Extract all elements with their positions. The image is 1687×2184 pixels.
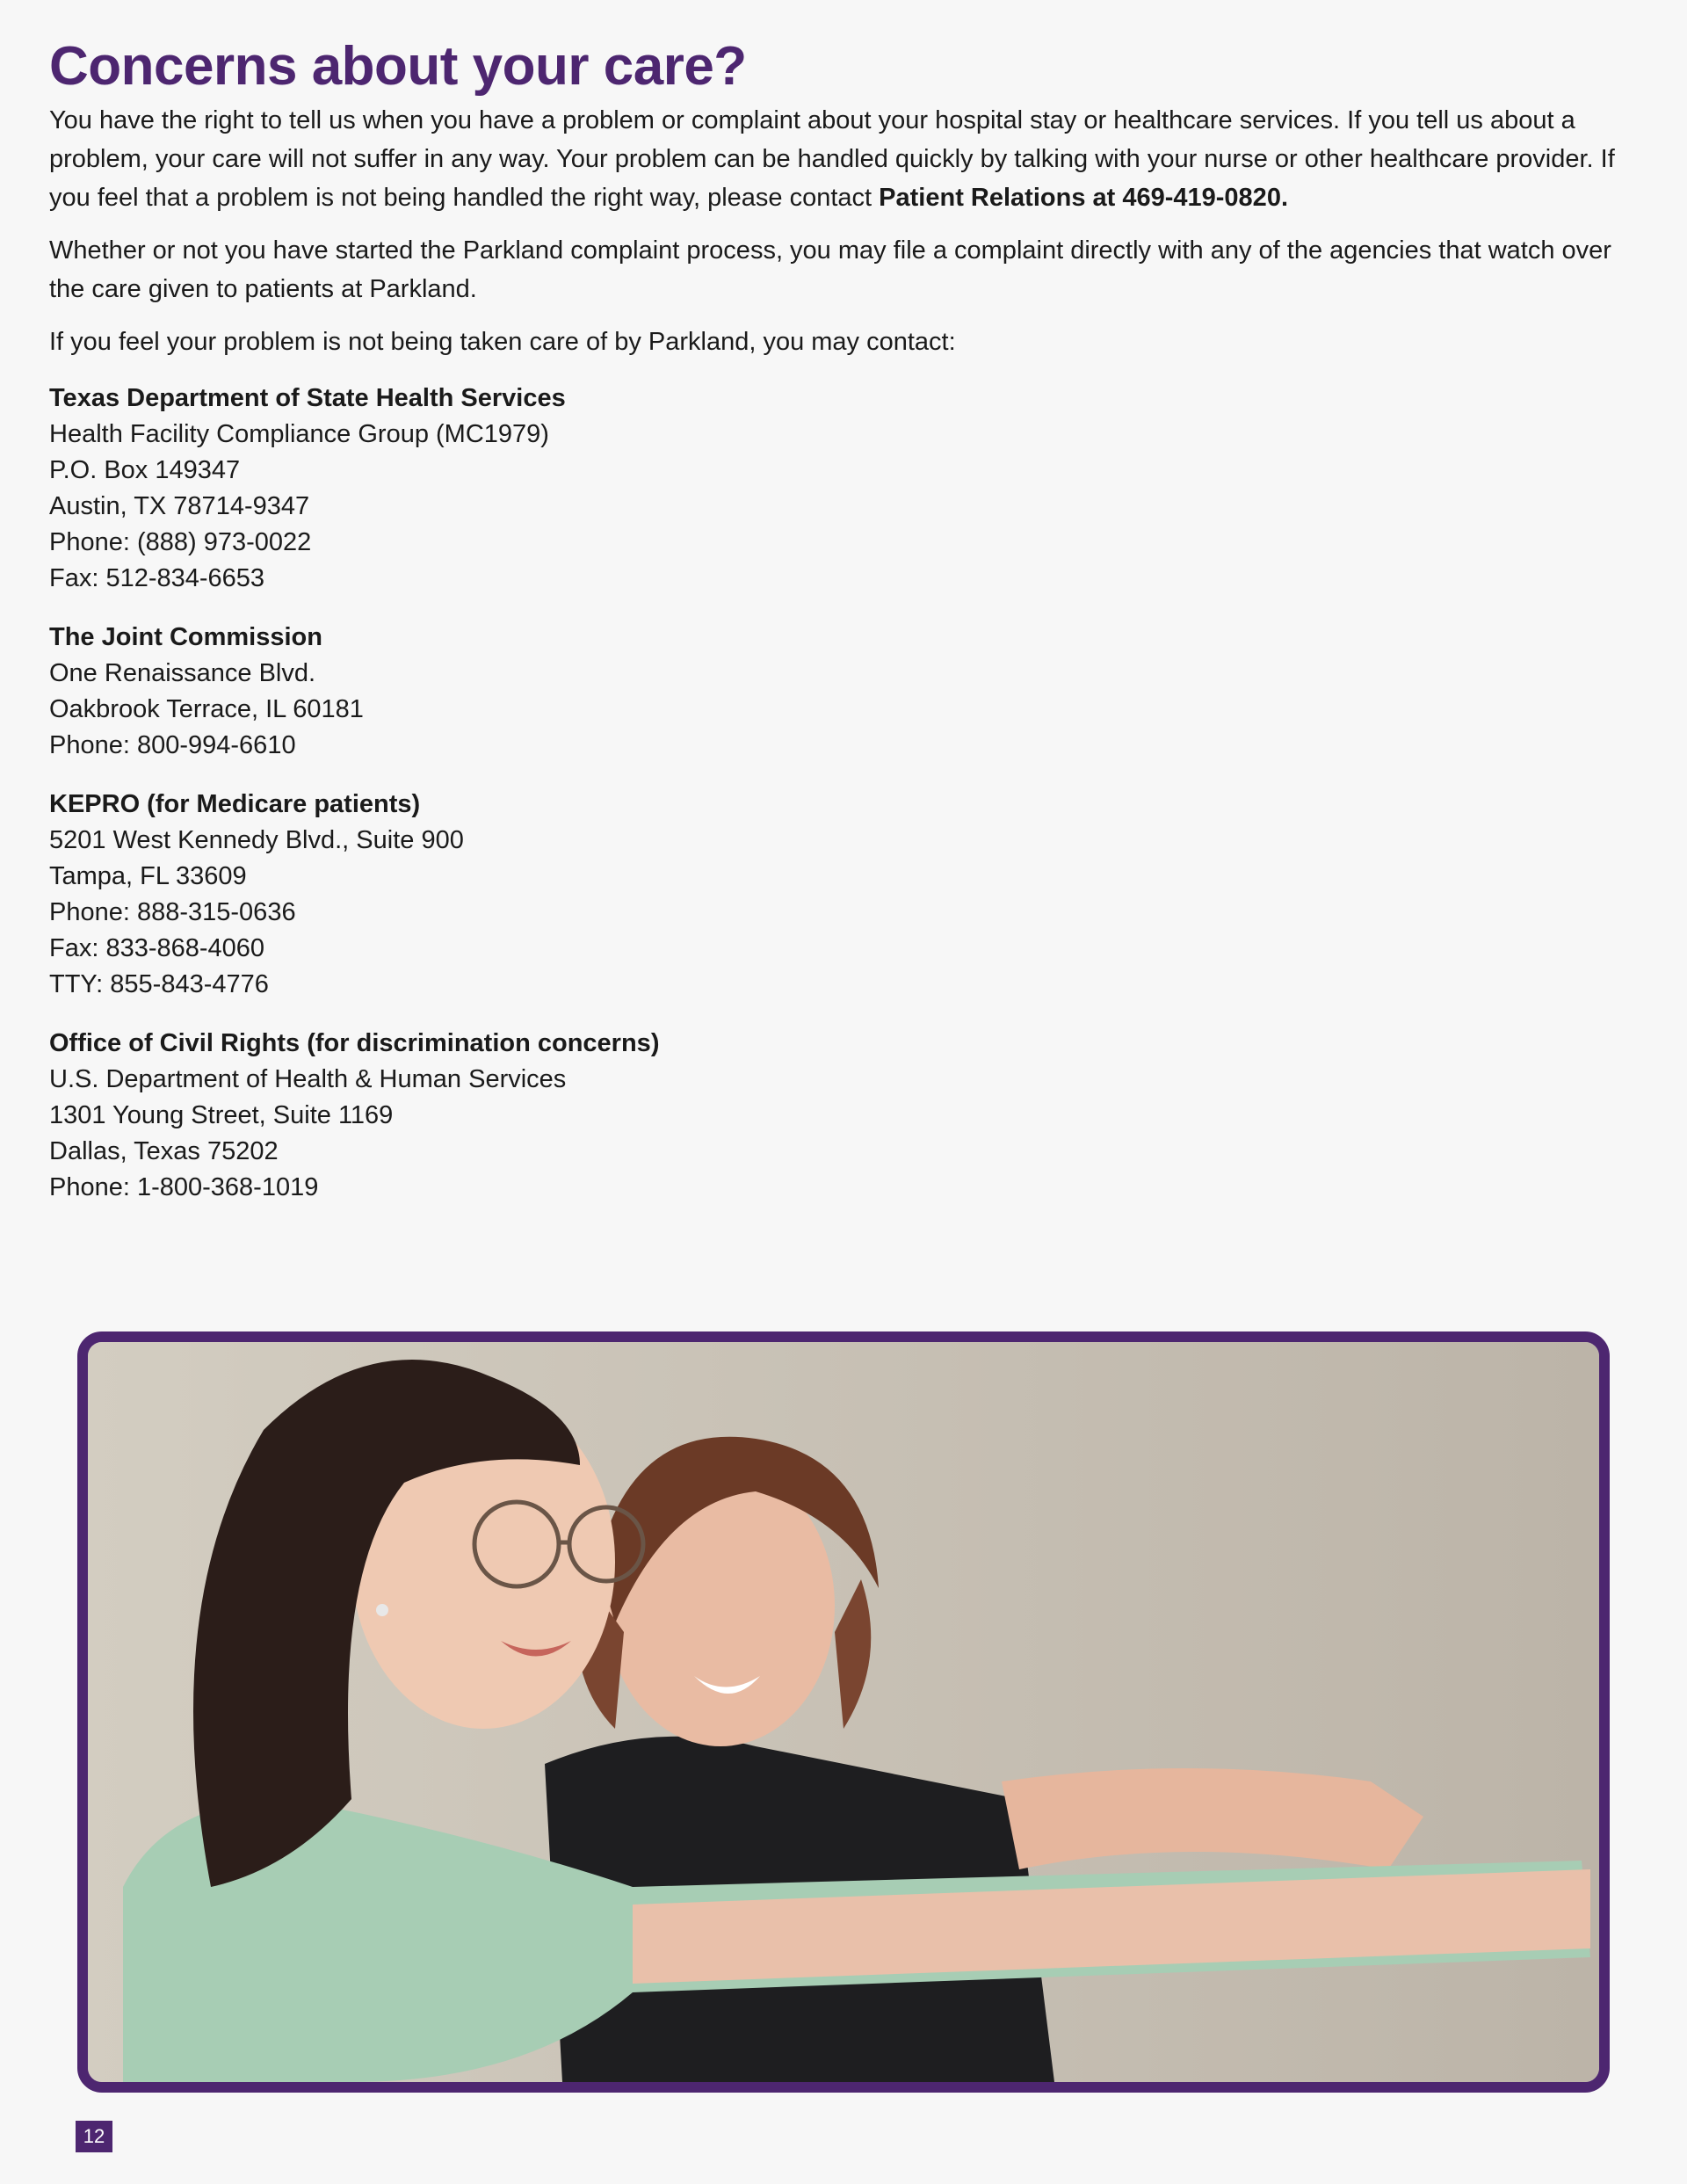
contact-phone: Phone: 1-800-368-1019: [49, 1173, 319, 1202]
contact-phone: Phone: 888-315-0636: [49, 898, 296, 927]
contact-intro-paragraph: If you feel your problem is not being taken care of by Parkland, you may contact:: [49, 328, 956, 357]
contact-line: Austin, TX 78714-9347: [49, 492, 310, 521]
page-title: Concerns about your care?: [49, 36, 747, 97]
photo-illustration: [88, 1342, 1599, 2082]
patient-relations-contact: Patient Relations at 469-419-0820.: [879, 184, 1288, 213]
contact-line: One Renaissance Blvd.: [49, 659, 316, 688]
page-content: [49, 35, 1640, 1229]
contact-tty: TTY: 855-843-4776: [49, 970, 269, 999]
page-number: 12: [76, 2121, 112, 2152]
contact-block-office-civil-rights: [49, 1026, 1640, 1206]
contact-line: Health Facility Compliance Group (MC1979): [49, 420, 549, 449]
contact-name: The Joint Commission: [49, 623, 322, 652]
contact-line: Tampa, FL 33609: [49, 862, 247, 891]
contact-block-kepro: [49, 787, 1640, 1003]
intro-paragraph: [49, 101, 1640, 217]
intro-text: You have the right to tell us when you have a problem or complaint about your hospital stay or healthcare services. If you tell us about a problem, your care will not suffer in any way. Your problem can be handled quickly by talking with your nurse or other healthcare provider. If you feel that a problem is not being handled the right way, please contact: [49, 106, 1615, 213]
contact-block-joint-commission: [49, 620, 1640, 764]
contact-fax: Fax: 833-868-4060: [49, 934, 265, 963]
contact-fax: Fax: 512-834-6653: [49, 564, 265, 593]
contact-name: KEPRO (for Medicare patients): [49, 790, 421, 819]
contact-block-texas-dshs: [49, 381, 1640, 597]
contact-line: P.O. Box 149347: [49, 456, 241, 485]
contact-name: Office of Civil Rights (for discrimination concerns): [49, 1029, 660, 1058]
contact-line: 5201 West Kennedy Blvd., Suite 900: [49, 826, 464, 855]
contact-name: Texas Department of State Health Services: [49, 384, 566, 413]
contact-line: 1301 Young Street, Suite 1169: [49, 1101, 394, 1130]
contact-phone: Phone: (888) 973-0022: [49, 528, 312, 557]
contact-line: Oakbrook Terrace, IL 60181: [49, 695, 364, 724]
patient-caregiver-photo: [77, 1331, 1610, 2093]
contact-line: U.S. Department of Health & Human Services: [49, 1065, 567, 1094]
agencies-paragraph: Whether or not you have started the Parkland complaint process, you may file a complaint directly with any of the agencies that watch over the care given to patients at Parkland.: [49, 236, 1611, 304]
contact-line: Dallas, Texas 75202: [49, 1137, 279, 1166]
contact-phone: Phone: 800-994-6610: [49, 731, 296, 760]
